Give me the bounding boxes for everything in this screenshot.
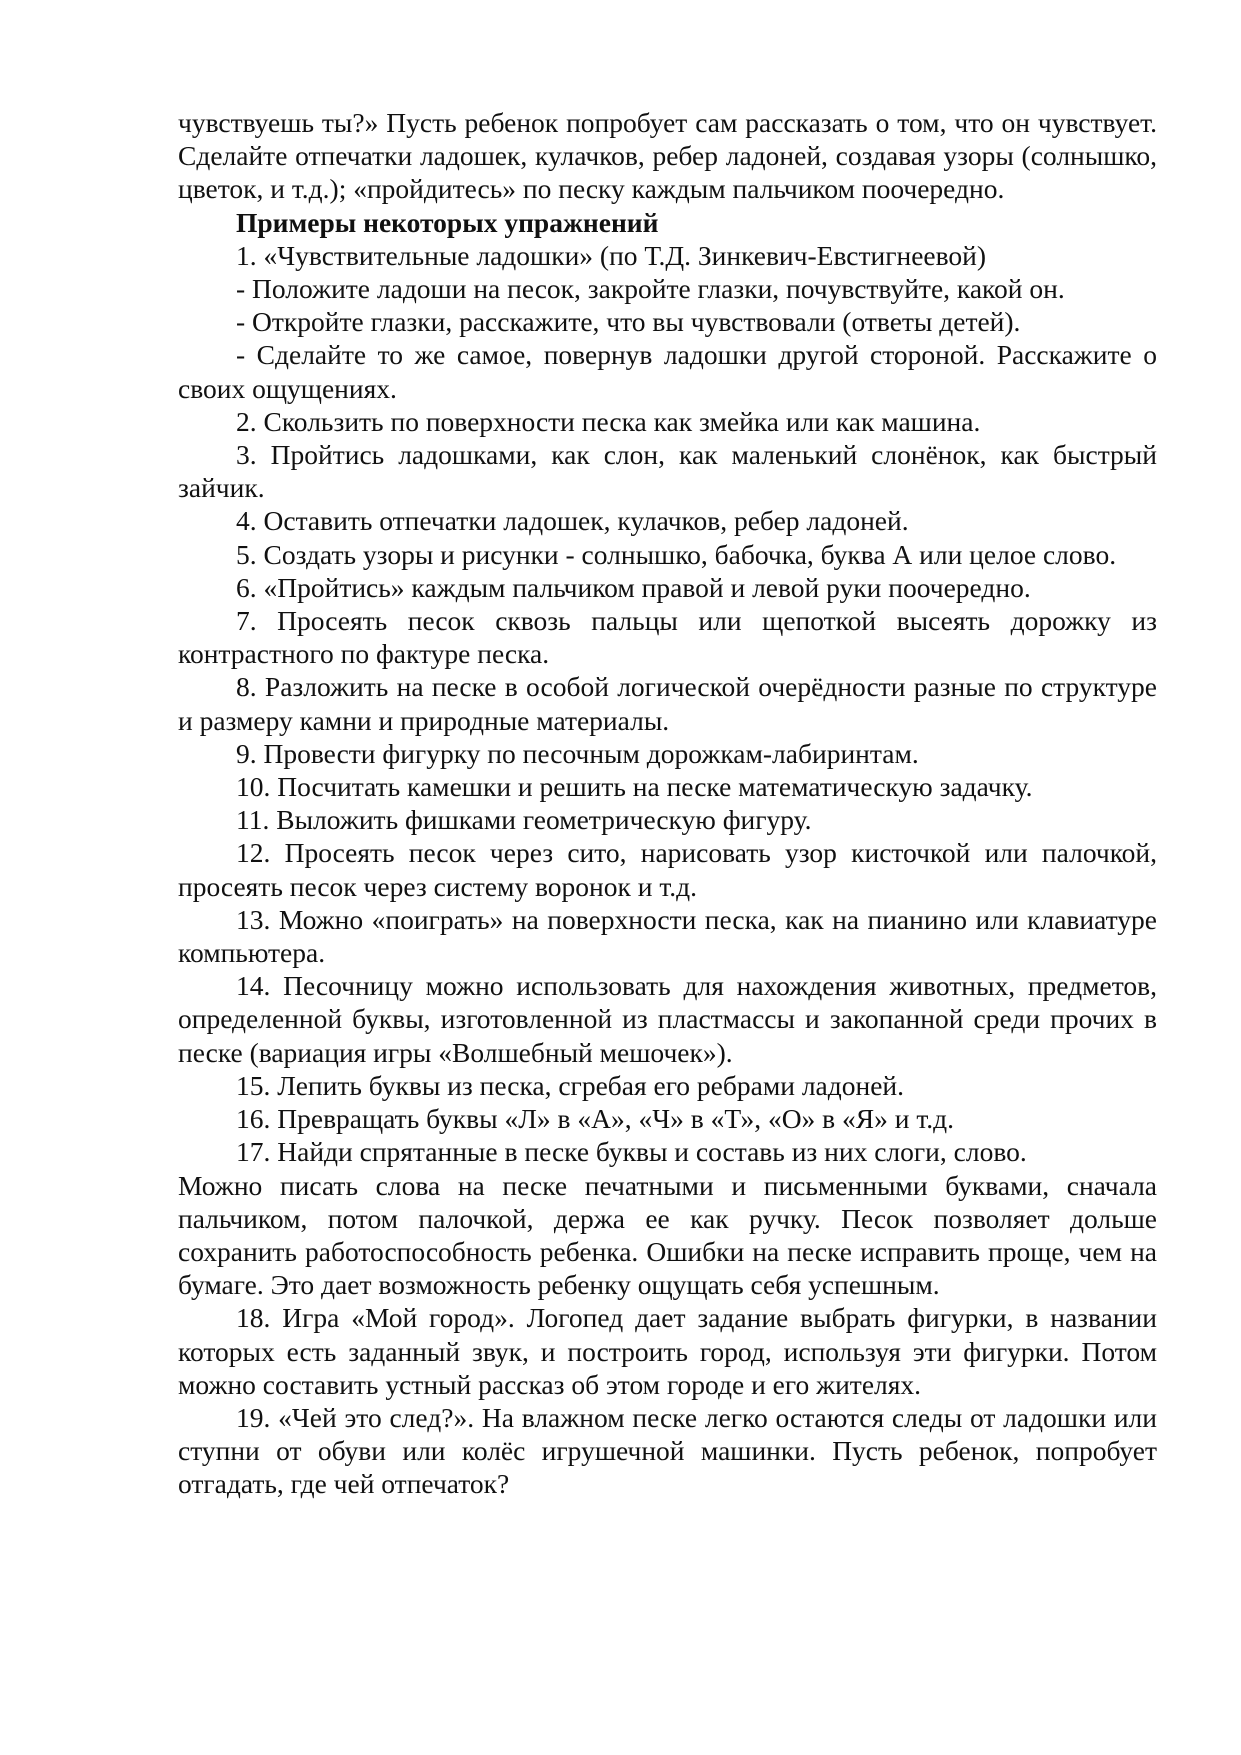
exercise-11: 11. Выложить фишками геометрическую фигуру. (236, 804, 812, 836)
exercise-15: 15. Лепить буквы из песка, сгребая его ребрами ладоней. (236, 1069, 905, 1101)
exercise-13: 13. Можно «поиграть» на поверхности песка, как на пианино или клавиатуре компьютера. (178, 903, 1157, 969)
exercise-2: 2. Скользить по поверхности песка как змейка или как машина. (236, 405, 981, 437)
document-page (178, 106, 1157, 1501)
exercise-1-step-3: - Сделайте то же самое, повернув ладошки другой стороной. Расскажите о своих ощущениях. (178, 339, 1157, 404)
exercise-1-step-1: - Положите ладоши на песок, закройте глазки, почувствуйте, какой он. (236, 273, 1065, 305)
exercise-7: 7. Просеять песок сквозь пальцы или щепоткой высеять дорожку из контрастного по фактуре песка. (178, 605, 1157, 670)
exercise-4: 4. Оставить отпечатки ладошек, кулачков, ребер ладоней. (236, 505, 909, 537)
exercise-16: 16. Превращать буквы «Л» в «А», «Ч» в «Т», «О» в «Я» и т.д. (236, 1103, 955, 1135)
intro-paragraph: чувствуешь ты?» Пусть ребенок попробует сам рассказать о том, что он чувствует. Сделайте отпечатки ладошек, кулачков, ребер ладоней, создавая узоры (солнышко, цветок, и т.д.); «пройдитесь» по песку каждым пальчиком поочередно. (178, 107, 1157, 205)
exercise-10: 10. Посчитать камешки и решить на песке математическую задачку. (236, 771, 1033, 803)
exercise-3: 3. Пройтись ладошками, как слон, как маленький слонёнок, как быстрый зайчик. (178, 439, 1157, 504)
exercise-17: 17. Найди спрятанные в песке буквы и составь из них слоги, слово. (236, 1136, 1027, 1168)
exercise-18: 18. Игра «Мой город». Логопед дает задание выбрать фигурки, в названии которых есть заданный звук, и построить город, используя эти фигурки. Потом можно составить устный рассказ об этом городе и его жителях. (178, 1302, 1157, 1400)
exercise-1-title: 1. «Чувствительные ладошки» (по Т.Д. Зинкевич-Евстигнеевой) (236, 239, 987, 271)
exercise-19: 19. «Чей это след?». На влажном песке легко остаются следы от ладошки или ступни от обуви или колёс игрушечной машинки. Пусть ребенок, попробует отгадать, где чей отпечаток? (178, 1401, 1157, 1500)
section-heading: Примеры некоторых упражнений (236, 206, 659, 238)
exercise-17-continuation: Можно писать слова на песке печатными и письменными буквами, сначала пальчиком, потом палочкой, держа ее как ручку. Песок позволяет дольше сохранить работоспособность ребенка. Ошибки на песке исправить проще, чем на бумаге. Это дает возможность ребенку ощущать себя успешным. (178, 1169, 1157, 1301)
exercise-5: 5. Создать узоры и рисунки - солнышко, бабочка, буква А или целое слово. (236, 538, 1117, 570)
exercise-9: 9. Провести фигурку по песочным дорожкам-лабиринтам. (236, 737, 919, 769)
exercise-14: 14. Песочницу можно использовать для нахождения животных, предметов, определенной буквы, изготовленной из пластмассы и закопанной среди прочих в песке (вариация игры «Волшебный мешочек»). (178, 970, 1157, 1068)
exercise-1-step-2: - Откройте глазки, расскажите, что вы чувствовали (ответы детей). (236, 306, 1021, 338)
exercise-8: 8. Разложить на песке в особой логической очерёдности разные по структуре и размеру камни и природные материалы. (178, 671, 1157, 736)
exercise-6: 6. «Пройтись» каждым пальчиком правой и левой руки поочередно. (236, 571, 1031, 603)
exercise-12: 12. Просеять песок через сито, нарисовать узор кисточкой или палочкой, просеять песок через систему воронок и т.д. (178, 837, 1157, 902)
